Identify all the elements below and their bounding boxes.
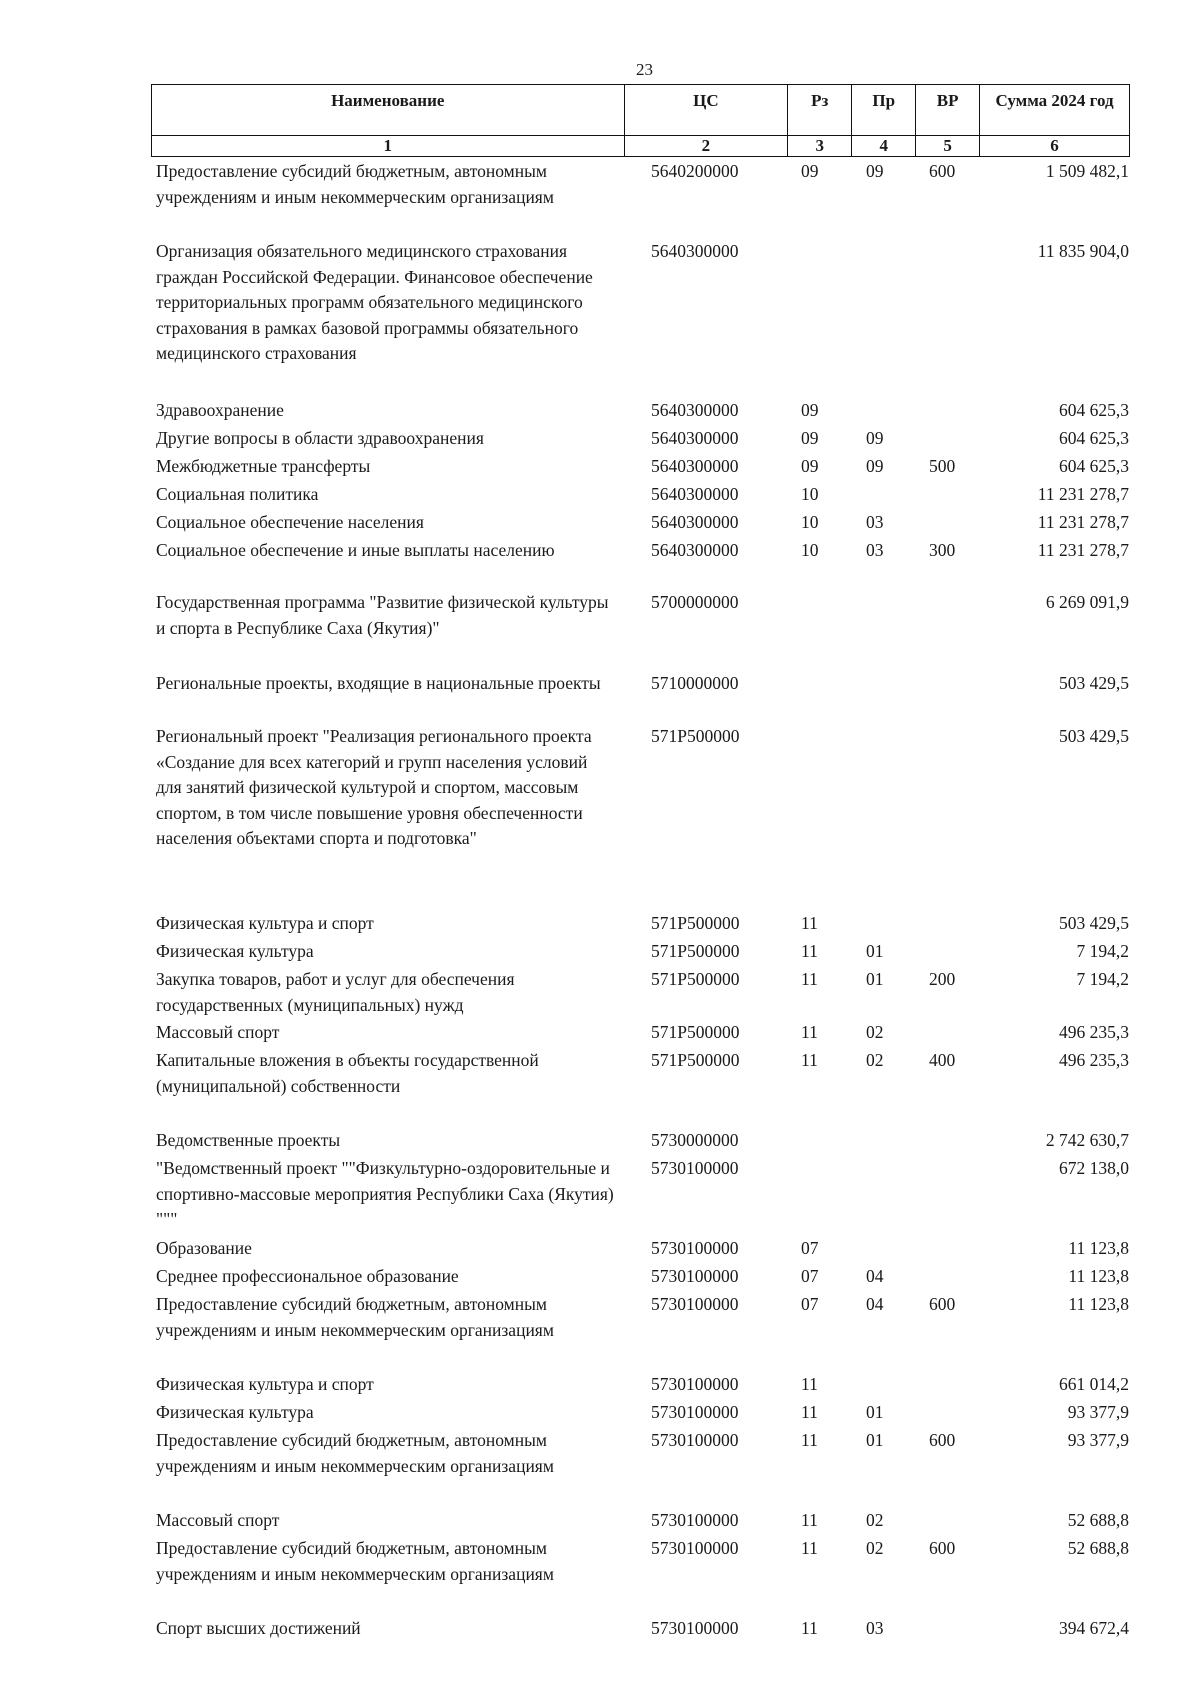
row-cs: 571P500000	[651, 969, 740, 989]
header-num-3: 3	[788, 136, 852, 157]
row-sum: 661 014,2	[1059, 1374, 1129, 1394]
row-pr: 02	[866, 1510, 884, 1530]
row-pr: 03	[866, 1618, 884, 1638]
row-cs: 5710000000	[651, 673, 739, 693]
row-cs: 5640300000	[651, 428, 739, 448]
header-num-4: 4	[852, 136, 916, 157]
row-sum: 503 429,5	[1059, 673, 1129, 693]
row-vr: 500	[929, 456, 956, 476]
row-name: Предоставление субсидий бюджетным, автономным учреждениям и иным некоммерческим организациям	[156, 1294, 554, 1340]
row-cs: 5640300000	[651, 400, 739, 420]
row-name: Спорт высших достижений	[156, 1618, 361, 1638]
row-name: Социальное обеспечение населения	[156, 512, 424, 532]
header-num-2: 2	[624, 136, 788, 157]
row-vr: 200	[929, 969, 956, 989]
row-name: Физическая культура	[156, 1402, 314, 1422]
header-num-5: 5	[916, 136, 980, 157]
row-name: Среднее профессиональное образование	[156, 1266, 459, 1286]
row-sum: 11 231 278,7	[1037, 540, 1129, 560]
row-name: Социальная политика	[156, 484, 319, 504]
row-name: Массовый спорт	[156, 1510, 280, 1530]
row-sum: 6 269 091,9	[1045, 592, 1129, 612]
row-cs: 5700000000	[651, 592, 739, 612]
row-pr: 01	[866, 1402, 884, 1422]
row-cs: 5730100000	[651, 1158, 739, 1178]
row-cs: 5640300000	[651, 241, 739, 261]
row-sum: 604 625,3	[1059, 456, 1129, 476]
row-name: Закупка товаров, работ и услуг для обеспечения государственных (муниципальных) нужд	[156, 969, 515, 1015]
row-pr: 04	[866, 1294, 884, 1314]
row-name: Физическая культура	[156, 941, 314, 961]
row-rz: 11	[801, 969, 818, 989]
header-cs: ЦС	[624, 85, 788, 136]
row-sum: 496 235,3	[1059, 1022, 1129, 1042]
row-sum: 496 235,3	[1059, 1050, 1129, 1070]
row-name: Межбюджетные трансферты	[156, 456, 371, 476]
row-cs: 5730100000	[651, 1294, 739, 1314]
row-name: Предоставление субсидий бюджетным, автономным учреждениям и иным некоммерческим организациям	[156, 161, 554, 207]
row-pr: 02	[866, 1050, 884, 1070]
row-sum: 52 688,8	[1067, 1538, 1129, 1558]
row-vr: 600	[929, 1430, 956, 1450]
row-name: Организация обязательного медицинского страхования граждан Российской Федерации. Финансовое обеспечение территориальных программ обязательного медицинского страхования в рамках базовой программы обязательного медицинского страхования	[156, 241, 593, 363]
row-pr: 01	[866, 969, 884, 989]
row-vr: 600	[929, 1294, 956, 1314]
row-cs: 5730100000	[651, 1374, 739, 1394]
row-sum: 11 231 278,7	[1037, 512, 1129, 532]
row-name: Государственная программа "Развитие физической культуры и спорта в Республике Саха (Якутия)"	[156, 592, 609, 638]
row-pr: 02	[866, 1022, 884, 1042]
row-cs: 5730000000	[651, 1130, 739, 1150]
row-sum: 11 123,8	[1068, 1294, 1129, 1314]
row-rz: 09	[801, 428, 819, 448]
row-cs: 5640200000	[651, 161, 739, 181]
row-cs: 5640300000	[651, 512, 739, 532]
row-name: Социальное обеспечение и иные выплаты населению	[156, 540, 555, 560]
row-sum: 7 194,2	[1076, 941, 1129, 961]
row-name: Массовый спорт	[156, 1022, 280, 1042]
row-sum: 11 123,8	[1068, 1238, 1129, 1258]
header-vr: ВР	[916, 85, 980, 136]
header-pr: Пр	[852, 85, 916, 136]
row-rz: 11	[801, 1510, 818, 1530]
row-sum: 394 672,4	[1059, 1618, 1129, 1638]
row-name: Ведомственные проекты	[156, 1130, 341, 1150]
row-pr: 01	[866, 1430, 884, 1450]
row-name: Физическая культура и спорт	[156, 913, 374, 933]
header-num-1: 1	[152, 136, 625, 157]
row-vr: 400	[929, 1050, 956, 1070]
row-cs: 5640300000	[651, 540, 739, 560]
row-pr: 02	[866, 1538, 884, 1558]
row-cs: 5640300000	[651, 456, 739, 476]
row-sum: 503 429,5	[1059, 913, 1129, 933]
row-rz: 11	[801, 913, 818, 933]
row-cs: 5730100000	[651, 1402, 739, 1422]
row-vr: 600	[929, 161, 956, 181]
row-name: Региональный проект "Реализация регионального проекта «Создание для всех категорий и групп населения условий для занятий физической культурой и спортом, массовым спортом, в том числе повышение уровня обеспеченности населения объектами спорта и подготовка"	[156, 726, 592, 848]
row-sum: 93 377,9	[1067, 1430, 1129, 1450]
row-name: Капитальные вложения в объекты государственной (муниципальной) собственности	[156, 1050, 539, 1096]
row-rz: 07	[801, 1266, 819, 1286]
row-pr: 04	[866, 1266, 884, 1286]
row-rz: 11	[801, 941, 818, 961]
row-cs: 5730100000	[651, 1266, 739, 1286]
row-cs: 5640300000	[651, 484, 739, 504]
row-pr: 09	[866, 456, 884, 476]
row-sum: 11 835 904,0	[1037, 241, 1129, 261]
row-rz: 07	[801, 1238, 819, 1258]
row-sum: 93 377,9	[1067, 1402, 1129, 1422]
row-vr: 300	[929, 540, 956, 560]
row-rz: 11	[801, 1374, 818, 1394]
row-name: Образование	[156, 1238, 252, 1258]
row-sum: 11 123,8	[1068, 1266, 1129, 1286]
row-cs: 571P500000	[651, 913, 740, 933]
row-cs: 5730100000	[651, 1510, 739, 1530]
row-vr: 600	[929, 1538, 956, 1558]
row-sum: 2 742 630,7	[1045, 1130, 1129, 1150]
row-pr: 09	[866, 428, 884, 448]
row-name: Предоставление субсидий бюджетным, автономным учреждениям и иным некоммерческим организациям	[156, 1538, 554, 1584]
row-cs: 5730100000	[651, 1430, 739, 1450]
row-rz: 11	[801, 1538, 818, 1558]
row-rz: 11	[801, 1050, 818, 1070]
row-rz: 11	[801, 1402, 818, 1422]
row-sum: 52 688,8	[1067, 1510, 1129, 1530]
row-sum: 604 625,3	[1059, 428, 1129, 448]
row-pr: 09	[866, 161, 884, 181]
row-cs: 571P500000	[651, 1050, 740, 1070]
row-sum: 672 138,0	[1059, 1158, 1129, 1178]
row-cs: 571P500000	[651, 941, 740, 961]
page-number: 23	[636, 60, 653, 79]
header-num-6: 6	[980, 136, 1130, 157]
header-name: Наименование	[152, 85, 625, 136]
row-name: Региональные проекты, входящие в национальные проекты	[156, 673, 601, 693]
row-name: Физическая культура и спорт	[156, 1374, 374, 1394]
row-rz: 10	[801, 540, 819, 560]
row-rz: 09	[801, 161, 819, 181]
header-rz: Рз	[788, 85, 852, 136]
row-sum: 7 194,2	[1076, 969, 1129, 989]
row-sum: 1 509 482,1	[1045, 161, 1129, 181]
row-sum: 11 231 278,7	[1037, 484, 1129, 504]
row-sum: 503 429,5	[1059, 726, 1129, 746]
row-rz: 11	[801, 1022, 818, 1042]
row-cs: 571P500000	[651, 726, 740, 746]
row-rz: 09	[801, 456, 819, 476]
row-sum: 604 625,3	[1059, 400, 1129, 420]
header-sum: Сумма 2024 год	[980, 85, 1130, 136]
row-rz: 09	[801, 400, 819, 420]
row-rz: 10	[801, 484, 819, 504]
row-cs: 5730100000	[651, 1538, 739, 1558]
row-name: "Ведомственный проект ""Физкультурно-оздоровительные и спортивно-массовые мероприятия Республики Саха (Якутия) """	[156, 1158, 614, 1229]
row-cs: 571P500000	[651, 1022, 740, 1042]
row-pr: 03	[866, 512, 884, 532]
row-name: Здравоохранение	[156, 400, 284, 420]
row-rz: 11	[801, 1618, 818, 1638]
row-rz: 11	[801, 1430, 818, 1450]
row-rz: 10	[801, 512, 819, 532]
row-rz: 07	[801, 1294, 819, 1314]
row-cs: 5730100000	[651, 1238, 739, 1258]
row-cs: 5730100000	[651, 1618, 739, 1638]
row-pr: 01	[866, 941, 884, 961]
row-pr: 03	[866, 540, 884, 560]
row-name: Предоставление субсидий бюджетным, автономным учреждениям и иным некоммерческим организациям	[156, 1430, 554, 1476]
row-name: Другие вопросы в области здравоохранения	[156, 428, 484, 448]
